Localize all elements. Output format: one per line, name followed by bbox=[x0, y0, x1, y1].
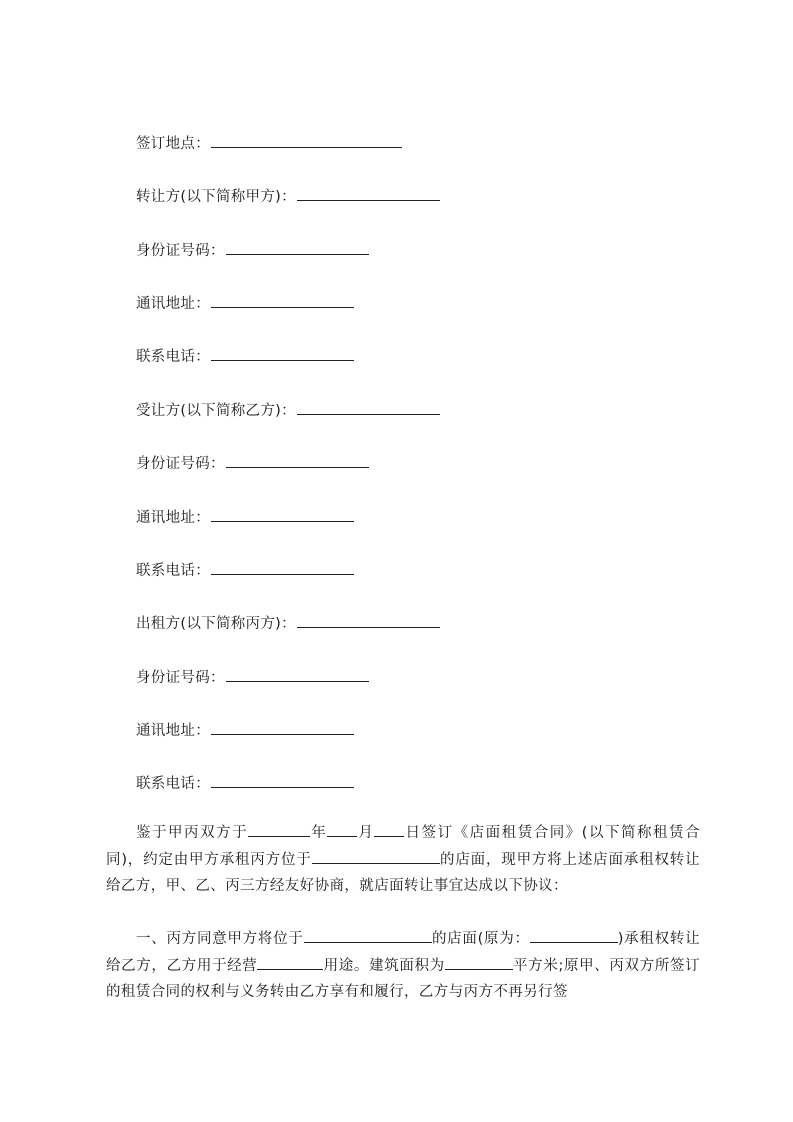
field-transferor-phone bbox=[136, 345, 354, 367]
preamble-text: 年 bbox=[310, 825, 328, 841]
field-lessor-id bbox=[136, 666, 369, 688]
field-transferee-phone bbox=[136, 559, 354, 581]
clause-1-paragraph bbox=[106, 926, 700, 1006]
transferee-phone-blank[interactable] bbox=[211, 559, 354, 575]
field-label: 身份证号码： bbox=[136, 456, 225, 472]
lessor-id-blank[interactable] bbox=[226, 666, 369, 682]
lessor-phone-blank[interactable] bbox=[211, 772, 354, 788]
clause-text: 一、丙方同意甲方将位于 bbox=[136, 931, 304, 947]
transferor-phone-blank[interactable] bbox=[211, 345, 354, 361]
transferee-blank[interactable] bbox=[297, 399, 440, 415]
sign-day-blank[interactable] bbox=[374, 821, 404, 837]
clause-text: 用途。建筑面积为 bbox=[323, 957, 445, 974]
field-transferee bbox=[136, 399, 440, 421]
lessor-address-blank[interactable] bbox=[211, 719, 354, 735]
preamble-text: 月 bbox=[357, 825, 375, 841]
preamble-text: 日签订《店面租赁合同》(以下简称租赁合同)，约定由甲方承租丙方位于 bbox=[106, 825, 700, 868]
lessor-blank[interactable] bbox=[297, 612, 440, 628]
field-label: 通讯地址： bbox=[136, 296, 210, 312]
field-label: 身份证号码： bbox=[136, 670, 225, 686]
field-transferee-id bbox=[136, 452, 369, 474]
field-label: 通讯地址： bbox=[136, 723, 210, 739]
clause1-area-blank[interactable] bbox=[445, 954, 513, 970]
transferor-blank[interactable] bbox=[297, 185, 440, 201]
signing-place-blank[interactable] bbox=[211, 132, 402, 148]
clause-text: )承租权转让给乙方，乙方用于经营 bbox=[106, 931, 701, 974]
clause1-business-blank[interactable] bbox=[257, 954, 323, 970]
field-label: 联系电话： bbox=[136, 349, 210, 365]
sign-month-blank[interactable] bbox=[327, 821, 357, 837]
field-label: 联系电话： bbox=[136, 563, 210, 579]
sign-year-blank[interactable] bbox=[248, 821, 310, 837]
field-label: 身份证号码： bbox=[136, 243, 225, 259]
preamble-paragraph bbox=[106, 820, 700, 900]
field-lessor-phone bbox=[136, 772, 354, 794]
clause-text: 平方米;原甲、丙双方所签订的租赁合同的权利与义务转由乙方享有和履行，乙方与丙方不再另行签 bbox=[106, 957, 700, 1000]
field-label: 转让方(以下简称甲方)： bbox=[136, 189, 296, 205]
field-label: 联系电话： bbox=[136, 776, 210, 792]
field-label: 出租方(以下简称丙方)： bbox=[136, 616, 296, 632]
transferee-address-blank[interactable] bbox=[211, 506, 354, 522]
field-signing-place bbox=[136, 132, 402, 154]
preamble-text: 鉴于甲丙双方于 bbox=[136, 825, 249, 841]
field-transferor-address bbox=[136, 292, 354, 314]
field-label: 通讯地址： bbox=[136, 510, 210, 526]
field-transferor bbox=[136, 185, 440, 207]
transferor-address-blank[interactable] bbox=[211, 292, 354, 308]
field-transferor-id bbox=[136, 239, 369, 261]
field-transferee-address bbox=[136, 506, 354, 528]
transferor-id-blank[interactable] bbox=[226, 239, 369, 255]
field-label: 受让方(以下简称乙方)： bbox=[136, 403, 296, 419]
clause1-original-blank[interactable] bbox=[530, 927, 618, 943]
shop-location-blank[interactable] bbox=[312, 848, 440, 864]
field-lessor-address bbox=[136, 719, 354, 741]
transferee-id-blank[interactable] bbox=[226, 452, 369, 468]
field-label: 签订地点： bbox=[136, 136, 210, 152]
preamble-text: 的店面，现甲方将上述店面承租权转让给乙方，甲、乙、丙三方经友好协商，就店面转让事宜达成以下协议： bbox=[106, 851, 700, 894]
clause1-location-blank[interactable] bbox=[304, 927, 432, 943]
clause-text: 的店面(原为： bbox=[431, 931, 530, 947]
field-lessor bbox=[136, 612, 440, 634]
